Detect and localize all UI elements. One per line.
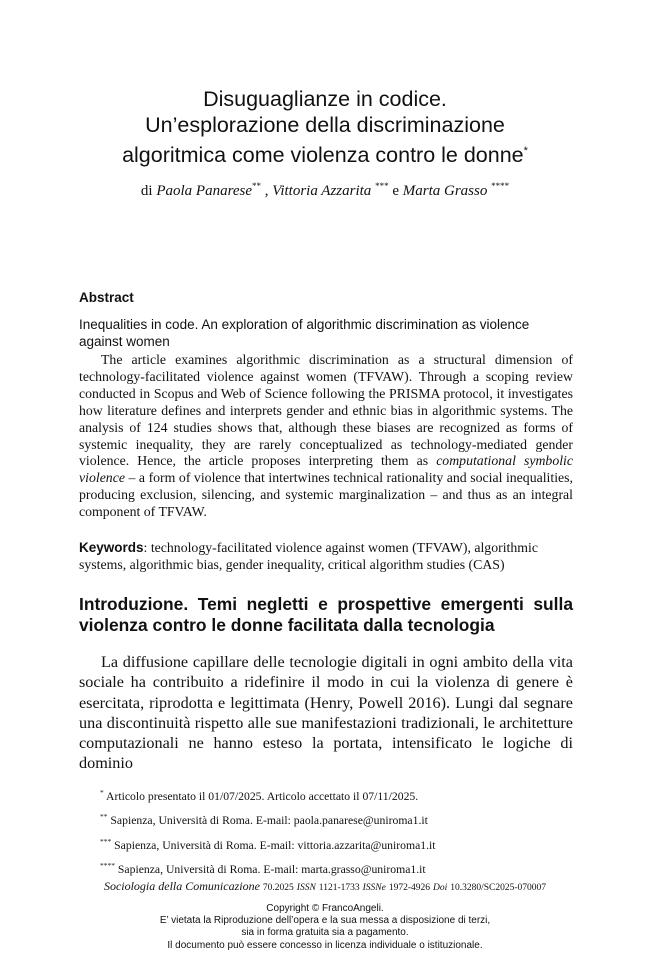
article-title xyxy=(60,86,590,168)
title-line-2: Un’esplorazione della discriminazione xyxy=(145,113,505,137)
footnote-1 xyxy=(100,783,436,807)
keywords-text: : technology-facilitated violence against women (TFVAW), algorithmic systems, algorithmic bias, gender inequality, critical algorithm studies (CAS) xyxy=(79,540,538,572)
footnote-2-text: Sapienza, Università di Roma. E-mail: paola.panarese@uniroma1.it xyxy=(110,814,428,828)
keywords-block xyxy=(79,539,573,573)
footnote-2 xyxy=(100,807,436,831)
doi-value: 10.3280/SC2025-070007 xyxy=(450,883,547,893)
copyright-notice xyxy=(0,903,650,952)
section-paragraph: La diffusione capillare delle tecnologie digitali in ogni ambito della vita sociale ha contribuito a ridefinire il modo in cui la violenza di genere è esercitata, riprodotta e legittimata (Henry, Powell 2016). Lungi dal segnare una discontinuità rispetto alle sue manifestazioni tradizionali, le architetture computazionali ne hanno esteso la portata, intensificato le logiche di dominio xyxy=(79,653,573,773)
author-prefix: di xyxy=(140,183,153,199)
abstract-heading: Abstract xyxy=(79,290,134,305)
footnote-2-mark: ** xyxy=(100,812,108,822)
author-1-marker: ** xyxy=(252,181,262,191)
abstract-english-title: Inequalities in code. An exploration of algorithmic discrimination as violence against women xyxy=(79,317,530,349)
issn-value: 1121-1733 xyxy=(318,883,360,893)
title-line-3-text: algoritmica come violenza contro le donne xyxy=(122,143,524,168)
issn-label: ISSN xyxy=(296,883,316,893)
abstract-text xyxy=(79,352,573,521)
title-line-3 xyxy=(60,138,590,168)
author-3-marker: **** xyxy=(491,181,510,191)
author-list xyxy=(0,181,650,200)
copyright-line-1: Copyright © FrancoAngeli. xyxy=(266,903,384,914)
author-2-name: Vittoria Azzarita xyxy=(272,183,372,199)
author-separator-2: e xyxy=(392,183,399,199)
author-3-name: Marta Grasso xyxy=(402,183,488,199)
doi-label: Doi xyxy=(433,883,448,893)
issne-value: 1972-4926 xyxy=(388,883,430,893)
footnote-3 xyxy=(100,832,436,856)
footnote-3-text: Sapienza, Università di Roma. E-mail: vittoria.azzarita@uniroma1.it xyxy=(114,838,436,852)
copyright-line-4: Il documento può essere concesso in licenza individuale o istituzionale. xyxy=(167,939,483,951)
footnote-4-mark: **** xyxy=(100,861,115,871)
footnote-1-text: Articolo presentato il 01/07/2025. Articolo accettato il 07/11/2025. xyxy=(106,789,419,803)
copyright-line-3: sia in forma gratuita sia a pagamento. xyxy=(241,927,409,939)
footnote-4-text: Sapienza, Università di Roma. E-mail: marta.grasso@uniroma1.it xyxy=(117,863,426,877)
title-line-1: Disuguaglianze in codice. xyxy=(203,87,447,111)
footnote-1-mark: * xyxy=(100,788,104,797)
copyright-line-2: E’ vietata la Riproduzione dell’opera e la sua messa a disposizione di terzi, xyxy=(159,915,491,927)
abstract-text-part-1: The article examines algorithmic discrimination as a structural dimension of technology-facilitated violence against women (TFVAW). Through a scoping review conducted in Scopus and Web of Science following the PRISMA protocol, it investigates how literature defines and interprets gender and ethnic bias in algorithmic systems. The analysis of 124 studies shows that, although these biases are recognized as forms of systemic inequality, they are rarely conceptualized as technology-mediated gender violence. Hence, the article proposes interpreting them as xyxy=(79,352,573,469)
author-separator-1: , xyxy=(264,183,269,199)
author-1-name: Paola Panarese xyxy=(156,183,253,199)
footnote-3-mark: *** xyxy=(100,836,112,846)
footnote-4 xyxy=(100,856,436,880)
footnotes xyxy=(100,783,436,881)
keywords-label: Keywords xyxy=(79,540,144,555)
author-2-marker: *** xyxy=(375,181,389,191)
journal-name: Sociologia della Comunicazione xyxy=(103,879,260,893)
issne-label: ISSNe xyxy=(362,883,386,893)
section-heading: Introduzione. Temi negletti e prospettive emergenti sulla violenza contro le donne facilitata dalla tecnologia xyxy=(79,594,573,635)
abstract-text-part-2: – a form of violence that intertwines technical rationality and social inequalities, producing exclusion, silencing, and systemic marginalization – and thus as an integral component of TFVAW. xyxy=(79,470,573,520)
journal-issue: 70.2025 xyxy=(262,883,294,893)
journal-citation xyxy=(0,879,650,894)
title-footnote-marker: * xyxy=(523,145,528,157)
abstract-italic-term: computational symbolic violence xyxy=(79,453,574,486)
